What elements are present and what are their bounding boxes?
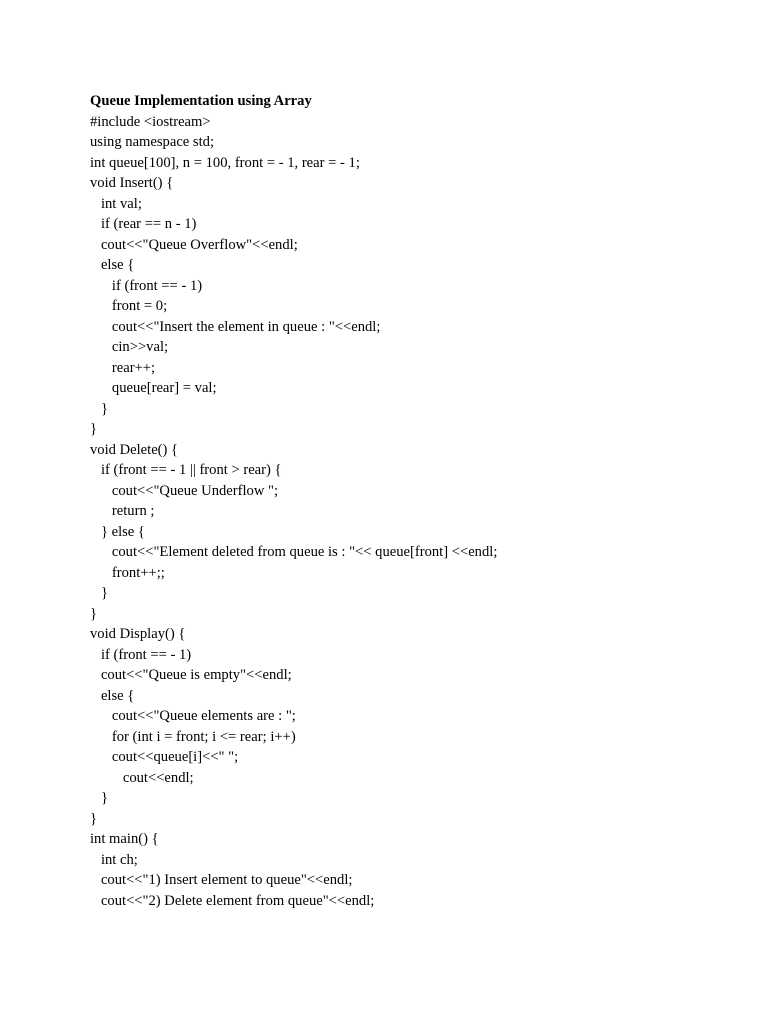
code-line: } [90, 810, 98, 827]
code-line: using namespace std; [90, 134, 215, 150]
code-line: cout<<"2) Delete element from queue"<<endl; [90, 892, 375, 909]
code-line: void Display() { [90, 626, 186, 642]
code-line: void Insert() { [90, 175, 174, 191]
code-line: else { [90, 687, 135, 704]
code-line: return ; [90, 503, 155, 519]
code-line: if (front == - 1) [90, 277, 203, 294]
code-line: #include <iostream> [90, 113, 211, 130]
code-line: queue[rear] = val; [90, 380, 217, 396]
code-line: for (int i = front; i <= rear; i++) [90, 728, 296, 745]
code-line: front++;; [90, 564, 165, 581]
code-line: } [90, 400, 108, 417]
code-document [90, 91, 730, 911]
code-line: void Delete() { [90, 441, 179, 458]
code-line: cout<<"Insert the element in queue : "<<endl; [90, 318, 381, 335]
code-line: front = 0; [90, 298, 168, 314]
code-line: if (rear == n - 1) [90, 216, 197, 232]
code-line: } else { [90, 523, 145, 540]
code-line: } [90, 585, 108, 601]
code-line: if (front == - 1 || front > rear) { [90, 462, 282, 478]
code-line: cout<<"1) Insert element to queue"<<endl; [90, 872, 353, 888]
code-line: int val; [90, 195, 142, 212]
code-line: cout<<endl; [90, 769, 194, 786]
code-line: cout<<"Queue is empty"<<endl; [90, 667, 292, 683]
code-line: int main() { [90, 831, 159, 847]
code-line: int queue[100], n = 100, front = - 1, rear = - 1; [90, 154, 360, 171]
code-line: } [90, 605, 98, 622]
code-line: else { [90, 257, 135, 273]
code-line: cout<<"Element deleted from queue is : "<< queue[front] <<endl; [90, 544, 498, 560]
code-line: cin>>val; [90, 339, 169, 355]
document-title: Queue Implementation using Array [90, 93, 312, 109]
code-line: cout<<"Queue Underflow "; [90, 482, 279, 499]
code-line: if (front == - 1) [90, 646, 192, 663]
code-line: cout<<"Queue elements are : "; [90, 708, 296, 724]
code-line: cout<<"Queue Overflow"<<endl; [90, 236, 298, 253]
code-line: } [90, 421, 98, 437]
code-line: rear++; [90, 359, 156, 376]
code-line: } [90, 790, 108, 806]
code-line: int ch; [90, 851, 138, 868]
code-line: cout<<queue[i]<<" "; [90, 749, 239, 765]
